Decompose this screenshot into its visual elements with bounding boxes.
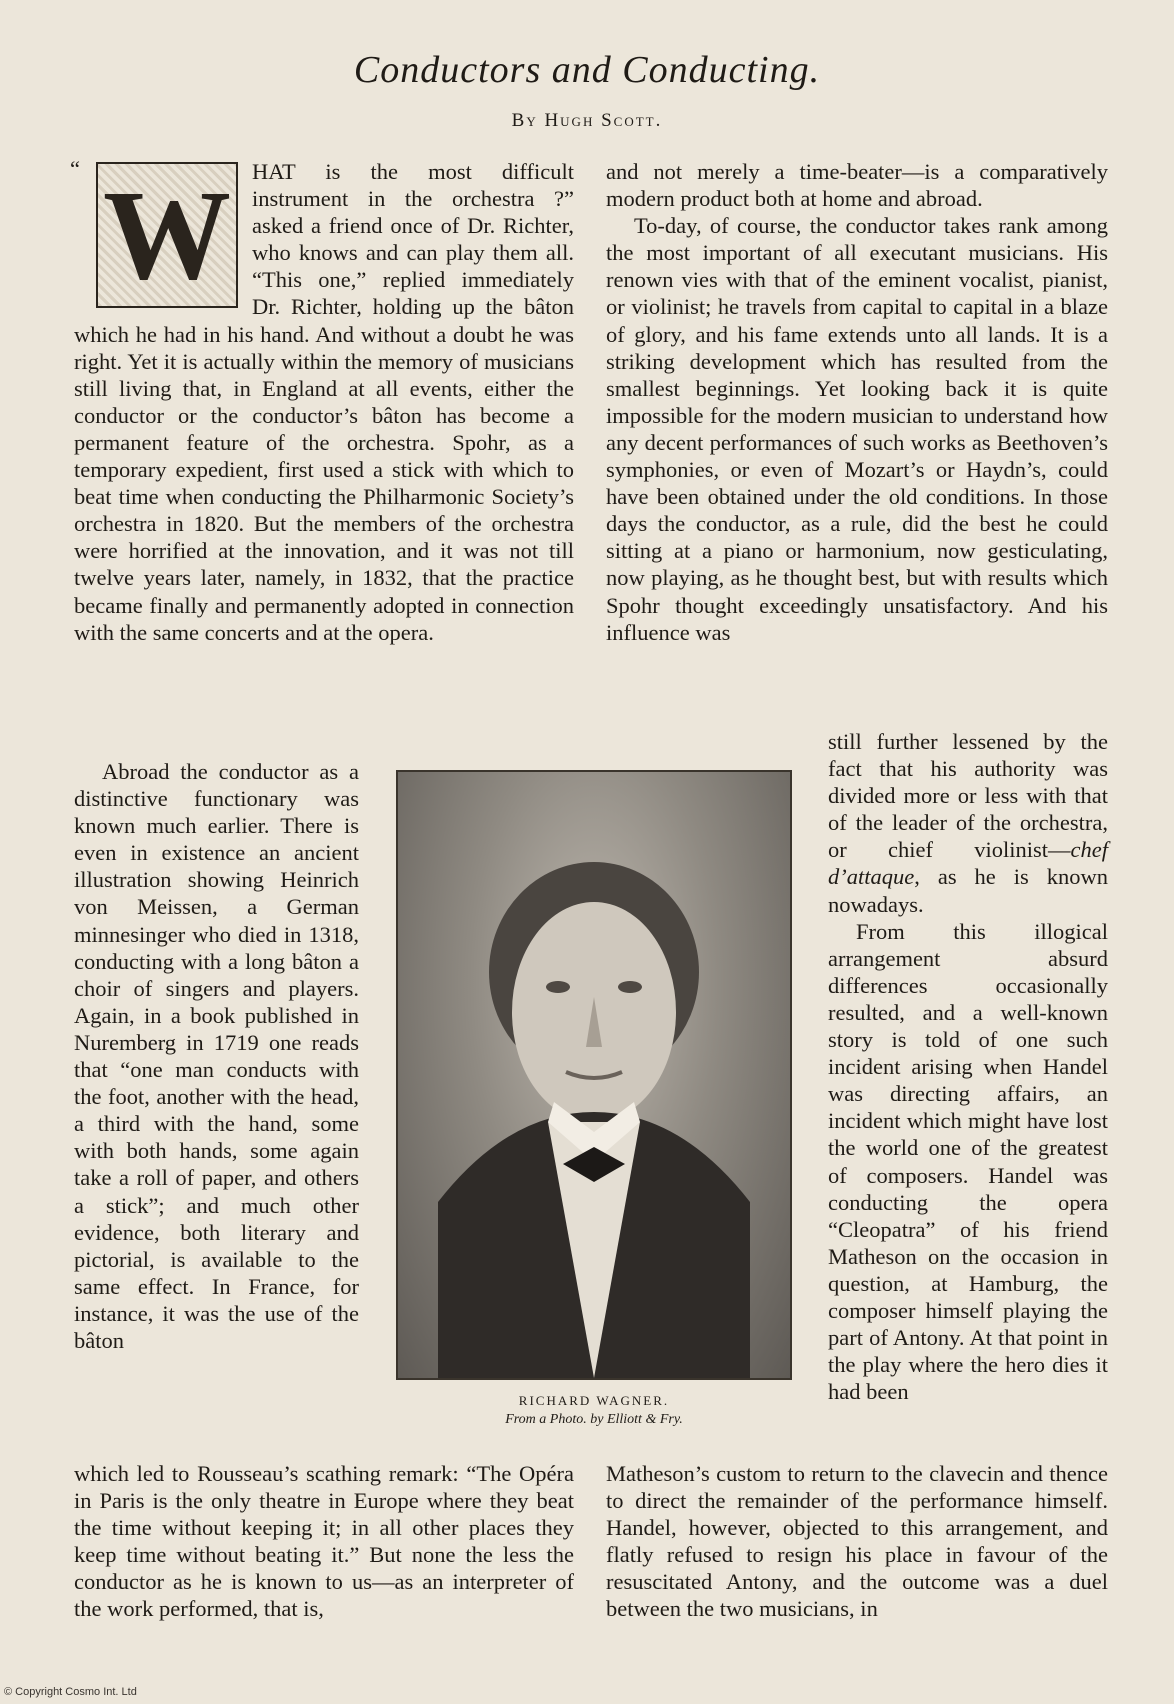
paragraph-rousseau: which led to Rousseau’s scathing remark: “The Opéra in Paris is the only theatre in Europe where they beat the time without keeping it; in all other places they keep time without beating it.” But none the less the conductor as he is known to us—as an interpreter of the work performed, that is, [74, 1461, 574, 1622]
portrait-illustration [398, 772, 790, 1378]
left-column-narrow [74, 758, 359, 1354]
copyright-notice: © Copyright Cosmo Int. Ltd [4, 1686, 137, 1698]
authority-text-a: still further lessened by the fact that his authority was divided more or less with that of the leader of the orchestra, or chief violinist— [828, 729, 1108, 863]
dropcap-letter: W [103, 164, 231, 306]
left-column-top [74, 158, 574, 646]
right-column-narrow [828, 728, 1108, 1405]
authority-text-b: , as he is known nowadays. [828, 864, 1108, 917]
right-column-top [606, 158, 1108, 646]
right-column-bottom [606, 1460, 1108, 1623]
article-byline: By Hugh Scott. [511, 110, 663, 131]
opening-quote: “ [70, 156, 80, 181]
paragraph-time-beater: and not merely a time-beater—is a comparatively modern product both at home and abroad. [606, 159, 1108, 212]
decorative-dropcap [96, 162, 238, 308]
chef-dattaque-italic: chef d’attaque [828, 837, 1108, 890]
paragraph-intro: HAT is the most difficult instrument in the orchestra ?” asked a friend once of Dr. Richter, who knows and can play them all. “This one,” replied immediately Dr. Richter, holding up the bâton which he had in his hand. And without a doubt he was right. Yet it is actually within the memory of musicians still living that, in England at all events, either the conductor or the conductor’s bâton has become a permanent feature of the orchestra. Spohr, as a temporary expedient, first used a stick with which to beat time when conducting the Philharmonic Society’s orchestra in 1820. But the members of the orchestra were horrified at the innovation, and it was not till twelve years later, namely, in 1832, that the practice became finally and permanently adopted in connection with the same concerts and at the opera. [74, 159, 574, 645]
article-title: Conductors and Conducting. [353, 49, 821, 91]
portrait-caption-credit: From a Photo. by Elliott & Fry. [505, 1412, 683, 1427]
paragraph-today: To-day, of course, the conductor takes rank among the most important of all executant musicians. His renown vies with that of the eminent vocalist, pianist, or violinist; he travels from capital to capital in a blaze of glory, and his fame extends unto all lands. It is a striking development which has resulted from the smallest beginnings. Yet looking back it is quite impossible for the modern musician to understand how any decent performances of such works as Beethoven’s symphonies, or even of Mozart’s or Haydn’s, could have been obtained under the old conditions. In those days the conductor, as a rule, did the best he could sitting at a piano or harmonium, now gesticulating, now playing, as he thought best, but with results which Spohr thought exceedingly unsatisfactory. And his influence was [606, 213, 1108, 645]
left-column-bottom [74, 1460, 574, 1623]
wagner-portrait-photo [396, 770, 792, 1380]
paragraph-handel-story: From this illogical arrangement absurd differences occasionally resulted, and a well-known story is told of one such incident arising when Handel was directing affairs, an incident which might have lost the world one of the greatest of composers. Handel was conducting the opera “Cleopatra” of his friend Matheson on the occasion in question, at Hamburg, the composer himself playing the part of Antony. At that point in the play where the hero dies it had been [828, 918, 1108, 1405]
paragraph-authority [828, 728, 1108, 918]
paragraph-matheson: Matheson’s custom to return to the clavecin and thence to direct the remainder of the performance himself. Handel, however, objected to this arrangement, and flatly refused to resign his place in favour of the resuscitated Antony, and the outcome was a duel between the two musicians, in [606, 1461, 1108, 1622]
portrait-caption-name: RICHARD WAGNER. [518, 1393, 670, 1408]
paragraph-abroad: Abroad the conductor as a distinctive functionary was known much earlier. There is even in existence an ancient illustration showing Heinrich von Meissen, a German minnesinger who died in 1318, conducting with a long bâton a choir of singers and players. Again, in a book published in Nuremberg in 1719 one reads that “one man conducts with the foot, another with the head, a third with the hand, some with both hands, some again take a roll of paper, and others a stick”; and much other evidence, both literary and pictorial, is available to the same effect. In France, for instance, it was the use of the bâton [74, 759, 359, 1353]
